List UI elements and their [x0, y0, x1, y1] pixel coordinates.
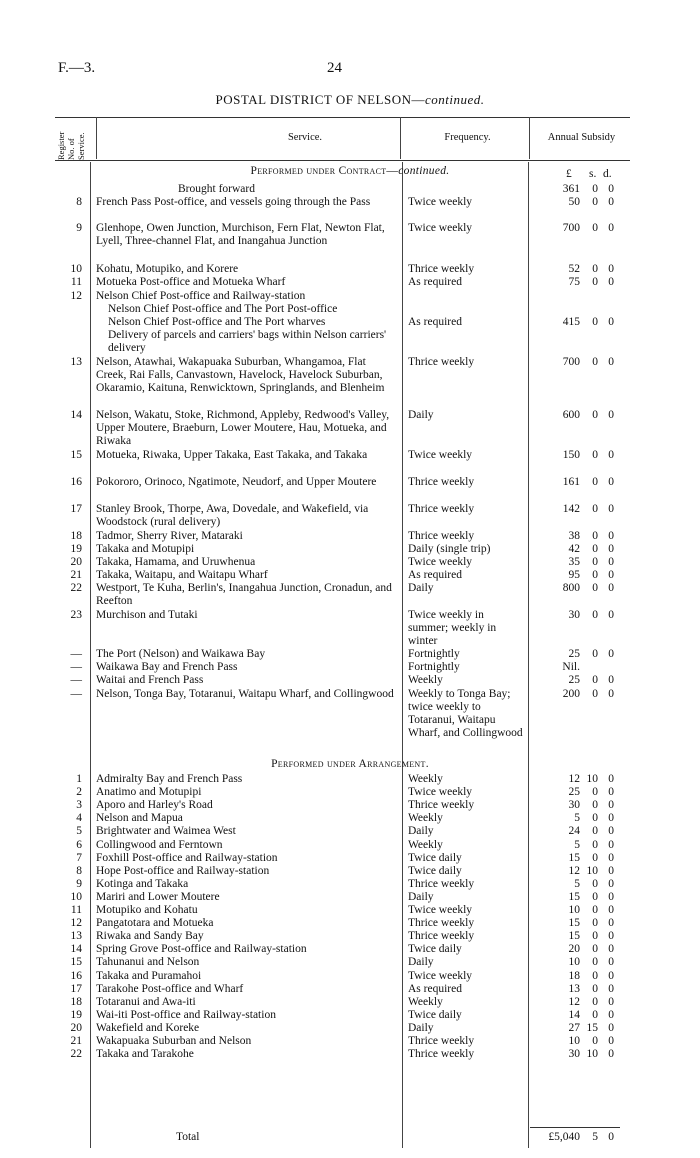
- service-route: Foxhill Post-office and Railway-station: [96, 851, 278, 864]
- subsidy-pounds: 35: [568, 556, 580, 568]
- subsidy-shillings: 0: [592, 674, 598, 686]
- service-number: 20: [70, 1021, 82, 1034]
- subsidy-shillings: 0: [592, 799, 598, 812]
- service-route: Mariri and Lower Moutere: [96, 890, 220, 903]
- subsidy-shillings: 0: [592, 503, 598, 515]
- subsidy-shillings: 0: [592, 688, 598, 700]
- service-route: Totaranui and Awa-iti: [96, 995, 196, 1008]
- subsidy-pence: 0: [608, 582, 614, 594]
- subsidy-pounds: 30: [568, 799, 580, 812]
- rule: [400, 117, 401, 159]
- service-number: 16: [70, 969, 82, 982]
- subsidy-pounds: 12: [568, 864, 580, 877]
- subsidy-shillings: 0: [592, 1035, 598, 1047]
- subsidy-pounds: 30: [568, 1048, 580, 1061]
- subsidy-shillings: 0: [592, 569, 598, 581]
- service-number: 14: [70, 943, 82, 956]
- subsidy-pounds: 5: [574, 838, 580, 851]
- subsidy-shillings: 0: [592, 825, 598, 838]
- subsidy-shillings: 0: [592, 956, 598, 969]
- subsidy-shillings: 10: [586, 1048, 598, 1061]
- subsidy-shillings: 0: [592, 356, 598, 368]
- service-route: Nelson, Tonga Bay, Totaranui, Waitapu Wharf, and Collingwood: [96, 688, 394, 700]
- service-route: Anatimo and Motupipi: [96, 786, 202, 799]
- service-number: 20: [70, 556, 82, 568]
- subsidy-pence: 0: [608, 409, 614, 421]
- subsidy-pence: 0: [608, 917, 614, 930]
- service-route: Nelson, Wakatu, Stoke, Richmond, Appleby, Redwood's Valley, Upper Moutere, Braeburn, Lower Moutere, Hau, Motueka, and Riwaka: [96, 409, 390, 447]
- title-main: POSTAL DISTRICT OF NELSON—: [215, 92, 425, 107]
- rule: [402, 162, 403, 1148]
- service-route: Riwaka and Sandy Bay: [96, 930, 204, 943]
- subsidy-pence: 0: [608, 1021, 614, 1034]
- frequency: Thrice weekly: [408, 1035, 475, 1047]
- service-route: Brought forward: [178, 183, 255, 195]
- service-route: Nelson Chief Post-office and Railway-station: [96, 290, 306, 302]
- frequency: Twice weekly in summer; weekly in winter: [408, 609, 497, 647]
- subsidy-pence: 0: [608, 877, 614, 890]
- service-number: 13: [70, 356, 82, 368]
- service-route: Wai-iti Post-office and Railway-station: [96, 1008, 276, 1021]
- frequency: Twice weekly: [408, 196, 473, 208]
- frequency: Weekly to Tonga Bay; twice weekly to Totaranui, Waitapu Wharf, and Collingwood: [408, 688, 523, 739]
- subsidy-pence: 0: [608, 263, 614, 275]
- service-number: 17: [70, 503, 82, 515]
- subsidy-shillings: 0: [592, 995, 598, 1008]
- subsidy-pence: 0: [608, 799, 614, 812]
- service-route: Tahunanui and Nelson: [96, 956, 200, 969]
- frequency: Twice daily: [408, 943, 462, 956]
- subsidy-shillings: 15: [586, 1021, 598, 1034]
- service-number: 14: [70, 409, 82, 421]
- subsidy-pence: 0: [608, 688, 614, 700]
- subsidy-shillings: 0: [592, 409, 598, 421]
- subsidy-shillings: 0: [592, 476, 598, 488]
- subsidy-pence: 0: [608, 648, 614, 660]
- title-italic: continued.: [425, 92, 485, 107]
- service-number: 16: [70, 476, 82, 488]
- subsidy-pence: 0: [608, 825, 614, 838]
- subsidy-pounds: 25: [568, 786, 580, 799]
- subsidy-pounds: 15: [568, 851, 580, 864]
- subsidy-pounds: 600: [562, 409, 580, 421]
- frequency: Daily: [408, 825, 434, 838]
- subsidy-pounds: 700: [562, 222, 580, 234]
- subsidy-pounds: 27: [568, 1021, 580, 1034]
- service-route: Nelson Chief Post-office and The Port Post-office: [108, 303, 338, 315]
- subsidy-pounds: 95: [568, 569, 580, 581]
- subsidy-pounds: 30: [568, 609, 580, 621]
- service-number: 22: [70, 1048, 82, 1061]
- subsidy-pence: 0: [608, 609, 614, 621]
- subsidy-pounds: 38: [568, 530, 580, 542]
- subsidy-shillings: 0: [592, 648, 598, 660]
- service-route: Westport, Te Kuha, Berlin's, Inangahua Junction, Cronadun, and Reefton: [96, 582, 392, 607]
- frequency: Thrice weekly: [408, 1048, 475, 1061]
- subsidy-pounds: 5: [574, 877, 580, 890]
- subsidy-pounds: 15: [568, 917, 580, 930]
- shillings-header: s.: [589, 168, 597, 180]
- subsidy-pounds: 5: [574, 812, 580, 825]
- total-pence: 0: [608, 1131, 614, 1143]
- subsidy-pence: 0: [608, 1048, 614, 1061]
- subsidy-shillings: 10: [586, 773, 598, 785]
- total-shillings: 5: [592, 1131, 598, 1143]
- subsidy-shillings: 0: [592, 543, 598, 555]
- subsidy-pence: 0: [608, 569, 614, 581]
- frequency: Daily: [408, 890, 434, 903]
- subsidy-pence: 0: [608, 956, 614, 969]
- service-route: Takaka and Tarakohe: [96, 1048, 194, 1061]
- service-number: 17: [70, 982, 82, 995]
- register-line-1: Register: [56, 131, 66, 160]
- service-number: 12: [70, 290, 82, 302]
- subsidy-shillings: 0: [592, 917, 598, 930]
- subsidy-pounds: 24: [568, 825, 580, 838]
- page-number: 24: [327, 60, 342, 76]
- service-number: 11: [70, 904, 82, 916]
- subsidy-pounds: Nil.: [562, 661, 580, 673]
- service-route: Wakefield and Koreke: [96, 1021, 200, 1034]
- service-route: Brightwater and Waimea West: [96, 825, 236, 838]
- header-subsidy: Annual Subsidy: [547, 132, 616, 143]
- frequency: Twice weekly: [408, 222, 473, 234]
- frequency: Fortnightly: [408, 648, 460, 660]
- register-line-3: Service.: [76, 132, 86, 160]
- service-number: 8: [76, 864, 82, 877]
- service-route: Hope Post-office and Railway-station: [96, 864, 270, 877]
- service-number: 4: [76, 812, 82, 825]
- subsidy-pence: 0: [608, 674, 614, 686]
- subsidy-pounds: 200: [562, 688, 580, 700]
- frequency: Fortnightly: [408, 661, 460, 673]
- service-number: —: [70, 648, 82, 660]
- subsidy-shillings: 10: [586, 864, 598, 877]
- subsidy-pence: 0: [608, 276, 614, 288]
- total-label: Total: [176, 1131, 200, 1143]
- subsidy-pence: 0: [608, 786, 614, 799]
- service-route: Admiralty Bay and French Pass: [96, 773, 243, 785]
- service-number: 19: [70, 1008, 82, 1021]
- page-title: [0, 92, 700, 108]
- frequency: Daily (single trip): [408, 543, 491, 555]
- subsidy-pounds: 142: [562, 503, 580, 515]
- subsidy-pence: 0: [608, 812, 614, 825]
- service-route: Nelson, Atawhai, Wakapuaka Suburban, Whangamoa, Flat Creek, Rai Falls, Canvastown, Havelock, Havelock Suburban, Okaramio, Kaituna, Renwicktown, Springlands, and Blenheim: [96, 356, 385, 394]
- service-route: Takaka, Hamama, and Uruwhenua: [96, 556, 256, 568]
- service-number: 5: [76, 825, 82, 838]
- subsidy-pounds: 10: [568, 904, 580, 916]
- pounds-header: £: [566, 168, 572, 180]
- service-route: The Port (Nelson) and Waikawa Bay: [96, 648, 266, 660]
- rule: [529, 117, 530, 159]
- service-route: Motupiko and Kohatu: [96, 904, 198, 916]
- frequency: Twice daily: [408, 864, 462, 877]
- service-route: Kohatu, Motupiko, and Korere: [96, 263, 239, 275]
- service-route: Takaka, Waitapu, and Waitapu Wharf: [96, 569, 268, 581]
- subsidy-pence: 0: [608, 838, 614, 851]
- frequency: Twice weekly: [408, 969, 473, 982]
- subsidy-pence: 0: [608, 316, 614, 328]
- subsidy-pence: 0: [608, 995, 614, 1008]
- service-number: 18: [70, 995, 82, 1008]
- frequency: Weekly: [408, 995, 443, 1008]
- service-route: Waitai and French Pass: [96, 674, 204, 686]
- subsidy-pence: 0: [608, 556, 614, 568]
- subsidy-pounds: 12: [568, 995, 580, 1008]
- subsidy-pounds: 25: [568, 648, 580, 660]
- subsidy-pence: 0: [608, 1008, 614, 1021]
- service-number: —: [70, 688, 82, 700]
- service-route: Murchison and Tutaki: [96, 609, 198, 621]
- service-number: 21: [70, 1035, 82, 1047]
- subsidy-shillings: 0: [592, 838, 598, 851]
- service-number: 12: [70, 917, 82, 930]
- service-number: 1: [76, 773, 82, 785]
- subsidy-shillings: 0: [592, 263, 598, 275]
- service-route: Nelson Chief Post-office and The Port wharves: [108, 316, 326, 328]
- register-line-2: No. of: [66, 138, 76, 160]
- subsidy-pounds: 18: [568, 969, 580, 982]
- subsidy-pence: 0: [608, 222, 614, 234]
- subsidy-pence: 0: [608, 503, 614, 515]
- service-route: Collingwood and Ferntown: [96, 838, 223, 851]
- service-number: 7: [76, 851, 82, 864]
- frequency: Twice weekly: [408, 904, 473, 916]
- subsidy-pence: 0: [608, 356, 614, 368]
- table-header: [55, 117, 630, 161]
- subsidy-pounds: 10: [568, 1035, 580, 1047]
- subsidy-pence: 0: [608, 183, 614, 195]
- service-number: 9: [76, 877, 82, 890]
- subsidy-pounds: 161: [562, 476, 580, 488]
- service-route: Takaka and Puramahoi: [96, 969, 202, 982]
- subsidy-pence: 0: [608, 982, 614, 995]
- subsidy-shillings: 0: [592, 851, 598, 864]
- subsidy-pounds: 15: [568, 930, 580, 943]
- frequency: Thrice weekly: [408, 799, 475, 812]
- total-rule: [530, 1127, 620, 1128]
- frequency: As required: [408, 982, 462, 995]
- header-register: [50, 116, 96, 162]
- frequency: Thrice weekly: [408, 356, 475, 368]
- subsidy-pounds: 13: [568, 982, 580, 995]
- subsidy-pence: 0: [608, 943, 614, 956]
- subsidy-pence: 0: [608, 930, 614, 943]
- service-number: 6: [76, 838, 82, 851]
- subsidy-shillings: 0: [592, 890, 598, 903]
- subsidy-shillings: 0: [592, 449, 598, 461]
- subsidy-pence: 0: [608, 449, 614, 461]
- subsidy-pence: 0: [608, 851, 614, 864]
- service-number: —: [70, 661, 82, 673]
- subsidy-pence: 0: [608, 196, 614, 208]
- service-route: Spring Grove Post-office and Railway-station: [96, 943, 307, 956]
- service-number: 21: [70, 569, 82, 581]
- service-route: Pokororo, Orinoco, Ngatimote, Neudorf, and Upper Moutere: [96, 476, 377, 488]
- frequency: Twice daily: [408, 1008, 462, 1021]
- contract-heading-italic: continued.: [398, 165, 450, 177]
- service-number: 9: [76, 222, 82, 234]
- frequency: Daily: [408, 956, 434, 969]
- subsidy-shillings: 0: [592, 1008, 598, 1021]
- subsidy-shillings: 0: [592, 877, 598, 890]
- subsidy-shillings: 0: [592, 609, 598, 621]
- frequency: Thrice weekly: [408, 917, 475, 930]
- service-route: Takaka and Motupipi: [96, 543, 195, 555]
- subsidy-pence: 0: [608, 904, 614, 916]
- subsidy-pounds: 10: [568, 956, 580, 969]
- frequency: Daily: [408, 1021, 434, 1034]
- subsidy-pounds: 415: [562, 316, 580, 328]
- subsidy-pence: 0: [608, 1035, 614, 1047]
- subsidy-shillings: 0: [592, 316, 598, 328]
- subsidy-shillings: 0: [592, 582, 598, 594]
- frequency: Weekly: [408, 838, 443, 851]
- rule: [96, 117, 97, 159]
- subsidy-pounds: 52: [568, 263, 580, 275]
- subsidy-shillings: 0: [592, 183, 598, 195]
- frequency: Thrice weekly: [408, 476, 475, 488]
- service-number: 11: [70, 276, 82, 288]
- frequency: Twice weekly: [408, 556, 473, 568]
- subsidy-pounds: 50: [568, 196, 580, 208]
- subsidy-pence: 0: [608, 530, 614, 542]
- frequency: As required: [408, 316, 462, 328]
- frequency: Thrice weekly: [408, 263, 475, 275]
- subsidy-shillings: 0: [592, 982, 598, 995]
- arrangement-heading: Performed under Arrangement.: [271, 758, 429, 770]
- frequency: Twice weekly: [408, 449, 473, 461]
- subsidy-pence: 0: [608, 773, 614, 785]
- total-pounds: £5,040: [548, 1131, 580, 1143]
- service-route: Tadmor, Sherry River, Mataraki: [96, 530, 243, 542]
- service-number: 8: [76, 196, 82, 208]
- rule: [90, 162, 91, 1148]
- subsidy-pounds: 15: [568, 890, 580, 903]
- subsidy-pounds: 12: [568, 773, 580, 785]
- subsidy-pounds: 20: [568, 943, 580, 956]
- subsidy-pounds: 25: [568, 674, 580, 686]
- frequency: As required: [408, 569, 462, 581]
- subsidy-pounds: 800: [562, 582, 580, 594]
- subsidy-shillings: 0: [592, 276, 598, 288]
- service-number: 22: [70, 582, 82, 594]
- service-number: 13: [70, 930, 82, 943]
- service-number: 15: [70, 956, 82, 969]
- header-service: Service.: [287, 132, 323, 143]
- service-route: Stanley Brook, Thorpe, Awa, Dovedale, and Wakefield, via Woodstock (rural delivery): [96, 503, 369, 528]
- service-route: Pangatotara and Motueka: [96, 917, 214, 930]
- subsidy-shillings: 0: [592, 556, 598, 568]
- subsidy-pence: 0: [608, 890, 614, 903]
- service-number: 2: [76, 786, 82, 799]
- service-number: 18: [70, 530, 82, 542]
- contract-heading-text: Performed under Contract—: [250, 165, 399, 177]
- subsidy-pounds: 42: [568, 543, 580, 555]
- service-route: Waikawa Bay and French Pass: [96, 661, 238, 673]
- service-number: 10: [70, 263, 82, 275]
- frequency: Weekly: [408, 773, 443, 785]
- frequency: Daily: [408, 582, 434, 594]
- subsidy-pounds: 700: [562, 356, 580, 368]
- service-route: Delivery of parcels and carriers' bags within Nelson carriers' delivery: [108, 329, 387, 354]
- subsidy-pounds: 361: [562, 183, 580, 195]
- document-reference: F.—3.: [58, 60, 96, 76]
- service-route: Nelson and Mapua: [96, 812, 183, 825]
- pence-header: d.: [603, 168, 612, 180]
- frequency: Thrice weekly: [408, 877, 475, 890]
- frequency: Twice daily: [408, 851, 462, 864]
- service-number: 10: [70, 890, 82, 903]
- frequency: Thrice weekly: [408, 530, 475, 542]
- subsidy-pence: 0: [608, 476, 614, 488]
- frequency: Thrice weekly: [408, 930, 475, 943]
- subsidy-shillings: 0: [592, 530, 598, 542]
- header-frequency: Frequency.: [444, 132, 491, 143]
- subsidy-shillings: 0: [592, 904, 598, 916]
- service-route: Wakapuaka Suburban and Nelson: [96, 1035, 252, 1047]
- service-number: 3: [76, 799, 82, 812]
- service-route: Tarakohe Post-office and Wharf: [96, 982, 244, 995]
- frequency: As required: [408, 276, 462, 288]
- subsidy-shillings: 0: [592, 930, 598, 943]
- frequency: Twice weekly: [408, 786, 473, 799]
- frequency: Weekly: [408, 674, 443, 686]
- subsidy-pounds: 150: [562, 449, 580, 461]
- frequency: Weekly: [408, 812, 443, 825]
- subsidy-pence: 0: [608, 969, 614, 982]
- service-number: 23: [70, 609, 82, 621]
- subsidy-shillings: 0: [592, 222, 598, 234]
- service-route: Aporo and Harley's Road: [96, 799, 213, 812]
- service-number: 19: [70, 543, 82, 555]
- subsidy-shillings: 0: [592, 812, 598, 825]
- subsidy-pence: 0: [608, 543, 614, 555]
- subsidy-pounds: 75: [568, 276, 580, 288]
- service-route: Motueka, Riwaka, Upper Takaka, East Takaka, and Takaka: [96, 449, 368, 461]
- subsidy-shillings: 0: [592, 943, 598, 956]
- service-route: Glenhope, Owen Junction, Murchison, Fern Flat, Newton Flat, Lyell, Three-channel Flat, and Inangahua Junction: [96, 222, 385, 247]
- subsidy-pounds: 14: [568, 1008, 580, 1021]
- subsidy-shillings: 0: [592, 196, 598, 208]
- frequency: Thrice weekly: [408, 503, 475, 515]
- frequency: Daily: [408, 409, 434, 421]
- subsidy-shillings: 0: [592, 969, 598, 982]
- service-number: —: [70, 674, 82, 686]
- subsidy-pence: 0: [608, 864, 614, 877]
- service-route: Kotinga and Takaka: [96, 877, 189, 890]
- service-route: Motueka Post-office and Motueka Wharf: [96, 276, 286, 288]
- service-number: 15: [70, 449, 82, 461]
- rule: [528, 162, 529, 1148]
- subsidy-shillings: 0: [592, 786, 598, 799]
- service-route: French Pass Post-office, and vessels going through the Pass: [96, 196, 371, 208]
